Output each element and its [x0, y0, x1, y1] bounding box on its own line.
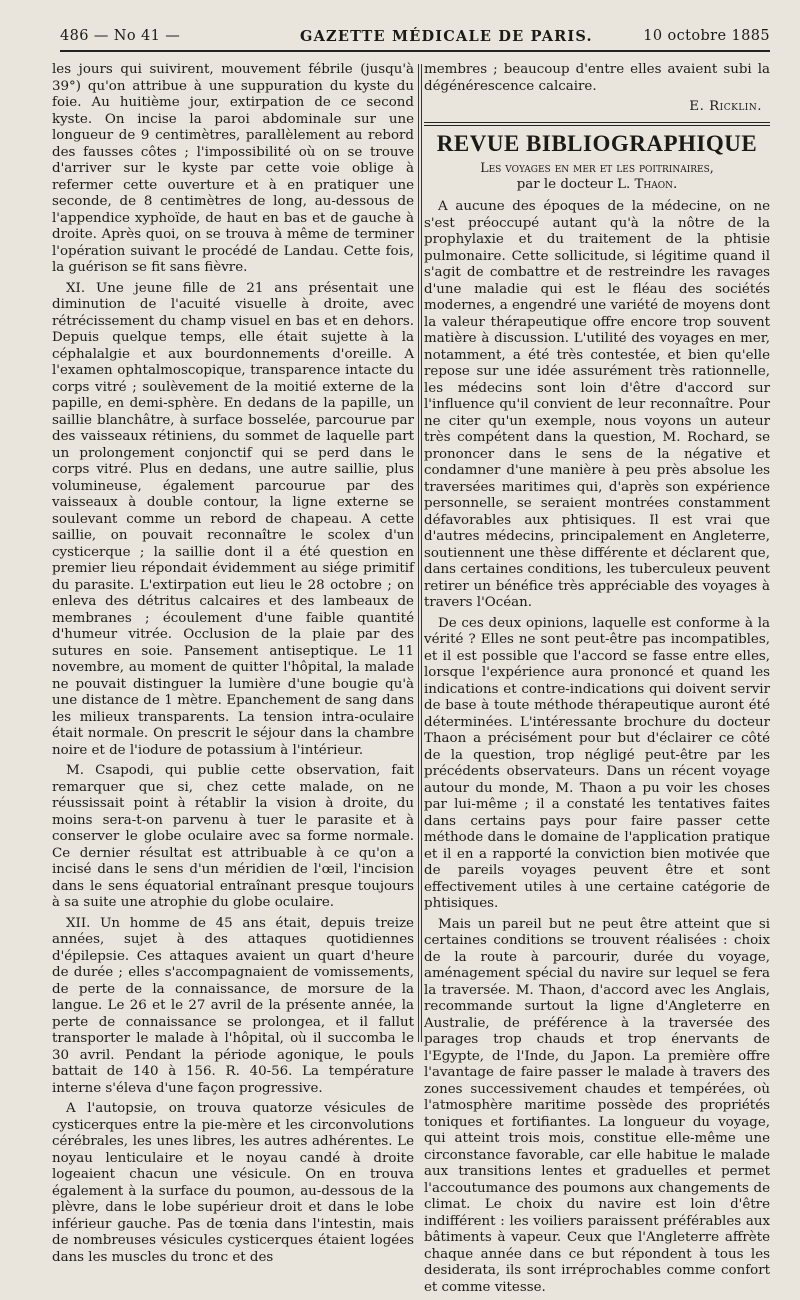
article-byline [424, 177, 770, 194]
byline-author: L. Thaon. [617, 176, 678, 192]
page-number: 486 — No 41 — [60, 28, 181, 44]
paragraph: M. Csapodi, qui publie cette observation, fait remarquer que si, chez cette malade, on ne réussissait point à rétablir la vision à droite, du moins sera-t-on parvenu à tuer le parasite et à conserver le globe oculaire avec sa forme normale. Ce dernier résultat est attribuable à ce qu'on a incisé dans le sens d'un méridien de l'œil, l'incision dans le sens équatorial entraînant presque toujours à sa suite une atrophie du globe oculaire. [52, 763, 414, 910]
paragraph: A l'autopsie, on trouva quatorze vésicules de cysticerques entre la pie-mère et les circonvolutions cérébrales, les unes libres, les autres adhérentes. Le noyau lenticulaire et le noyau candé à droite logeaient chacun une vésicule. On en trouva également à la surface du poumon, au-dessous de la plèvre, dans le lobe supérieur droit et dans le lobe inférieur gauche. Pas de tœnia dans l'intestin, mais de nombreuses vésicules cysticerques étaient logées dans les muscles du tronc et des [52, 1101, 414, 1265]
paragraph: XI. Une jeune fille de 21 ans présentait une diminution de l'acuité visuelle à droite, avec rétrécissement du champ visuel en bas et en dehors. Depuis quelque temps, elle était sujette à la céphalalgie et aux bourdonnements d'oreille. A l'examen ophtalmoscopique, transparence intacte du corps vitré ; soulèvement de la moitié externe de la papille, en demi-sphère. En dedans de la papille, un saillie blanchâtre, à surface bosselée, parcourue par des vaisseaux rétiniens, du sommet de laquelle part un prolongement conjonctif qui se perd dans le corps vitré. Plus en dedans, une autre saillie, plus volumineuse, également parcourue par des vaisseaux à double contour, la ligne externe se soulevant comme un rebord de chapeau. A cette saillie, on pouvait reconnaître le scolex d'un cysticerque ; la saillie dont il a été question en premier lieu répondait évidemment au siége primitif du parasite. L'extirpation eut lieu le 28 octobre ; on enleva des détritus calcaires et des lambeaux de membranes ; écoulement d'une faible quantité d'humeur vitrée. Occlusion de la plaie par des sutures en soie. Pansement antiseptique. Le 11 novembre, au moment de quitter l'hôpital, la malade ne pouvait distinguer la lumière d'une bougie qu'à une distance de 1 mètre. Epanchement de sang dans les milieux transparents. La tension intra-oculaire était normale. On prescrit le séjour dans la chambre noire et de l'iodure de potassium à l'intérieur. [52, 280, 414, 758]
continuation-text: membres ; beaucoup d'entre elles avaient subi la dégénérescence calcaire. [424, 62, 770, 94]
paragraph: Mais un pareil but ne peut être atteint que si certaines conditions se trouvent réalisées : choix de la route à parcourir, durée du voyage, aménagement spécial du navire sur lequel se fera la traversée. M. Thaon, d'accord avec les Anglais, recommande surtout la ligne d'Angleterre en Australie, de préférence à la traversée des parages trop chauds et trop énervants de l'Egypte, de l'Inde, du Japon. La première offre l'avantage de faire passer le malade à travers des zones successivement chaudes et tempérées, où l'atmosphère maritime possède des propriétés toniques et fortifiantes. La longueur du voyage, qui atteint trois mois, constitue elle-même une circonstance favorable, car elle habitue le malade aux transitions lentes et graduelles et permet l'accoutumance des poumons aux changements de climat. Le choix du navire est loin d'être indifférent : les voiliers paraissent préférables aux bâtiments à vapeur. Ceux que l'Angleterre affrète chaque année dans ce but répondent à tous les desiderata, ils sont irréprochables comme confort et comme vitesse. [424, 916, 770, 1295]
journal-title: GAZETTE MÉDICALE DE PARIS. [300, 28, 593, 45]
right-column [424, 62, 770, 1300]
byline-prefix: par le docteur [516, 176, 613, 192]
paragraph: A aucune des époques de la médecine, on ne s'est préoccupé autant qu'à la nôtre de la prophylaxie et du traitement de la phtisie pulmonaire. Cette sollicitude, si légitime quand il s'agit de combattre et de restreindre les ravages d'une maladie qui est le fléau des sociétés modernes, a engendré une variété de moyens dont la valeur thérapeutique offre encore trop souvent matière à discussion. L'utilité des voyages en mer, notamment, a été très contestée, et bien qu'elle repose sur une idée assurément très rationnelle, les médecins sont loin d'être d'accord sur l'influence qu'il convient de leur reconnaître. Pour ne citer qu'un exemple, nous voyons un auteur très compétent dans la question, M. Rochard, se prononcer dans le sens de la négative et condamner d'une manière à peu près absolue les traversées maritimes qui, d'après son expérience personnelle, se seraient montrées constamment défavorables aux phtisiques. Il est vrai que d'autres médecins, principalement en Angleterre, soutiennent une thèse différente et déclarent que, dans certaines conditions, les tuberculeux peuvent retirer un bénéfice très appréciable des voyages à travers l'Océan. [424, 199, 770, 610]
left-column [52, 62, 414, 1270]
running-header [60, 28, 770, 54]
section-title: REVUE BIBLIOGRAPHIQUE [436, 130, 758, 156]
article-columns [52, 62, 770, 1295]
column-divider [421, 64, 422, 1042]
issue-date: 10 octobre 1885 [643, 28, 770, 44]
article-title: Les voyages en mer et les poitrinaires, [480, 160, 714, 175]
author-signature: E. Ricklin. [689, 99, 762, 114]
paragraph: De ces deux opinions, laquelle est conforme à la vérité ? Elles ne sont peut-être pas incompatibles, et il est possible que l'accord se fasse entre elles, lorsque l'expérience aura prononcé et quand les indications et contre-indications qui doivent servir de base à toute méthode thérapeutique auront été déterminées. L'intéressante brochure du docteur Thaon a précisément pour but d'éclairer ce côté de la question, trop négligé peut-être par les précédents observateurs. Dans un récent voyage autour du monde, M. Thaon a pu voir les choses par lui-même ; il a constaté les tentatives faites dans certains pays pour faire passer cette méthode dans le domaine de l'application pratique et il en a rapporté la conviction bien motivée que de pareils voyages peuvent être et sont effectivement utiles à une certaine catégorie de phtisiques. [424, 615, 770, 911]
paragraph: les jours qui suivirent, mouvement fébrile (jusqu'à 39°) qu'on attribue à une suppuration du kyste du foie. Au huitième jour, extirpation de ce second kyste. On incise la paroi abdominale sur une longueur de 9 centimètres, parallèlement au rebord des fausses côtes ; l'impossibilité où on se trouve d'arriver sur le kyste par cette voie oblige à refermer cette ouverture et à en pratiquer une seconde, de 8 centimètres de long, au-dessous de l'appendice xyphoïde, de haut en bas et de gauche à droite. Après quoi, on se trouva à même de terminer l'opération suivant le procédé de Landau. Cette fois, la guérison se fit sans fièvre. [52, 62, 414, 275]
header-rule [60, 50, 770, 52]
paragraph: XII. Un homme de 45 ans était, depuis treize années, sujet à des attaques quotidiennes d'épilepsie. Ces attaques avaient un quart d'heure de durée ; elles s'accompagnaient de vomissements, de perte de la connaissance, de morsure de la langue. Le 26 et le 27 avril de la présente année, la perte de connaissance se prolongea, et il fallut transporter le malade à l'hôpital, où il succomba le 30 avril. Pendant la période agonique, le pouls battait de 140 à 156. R. 40-56. La température interne s'éleva d'une façon progressive. [52, 915, 414, 1096]
column-divider [418, 64, 419, 1042]
section-rule [424, 122, 770, 126]
